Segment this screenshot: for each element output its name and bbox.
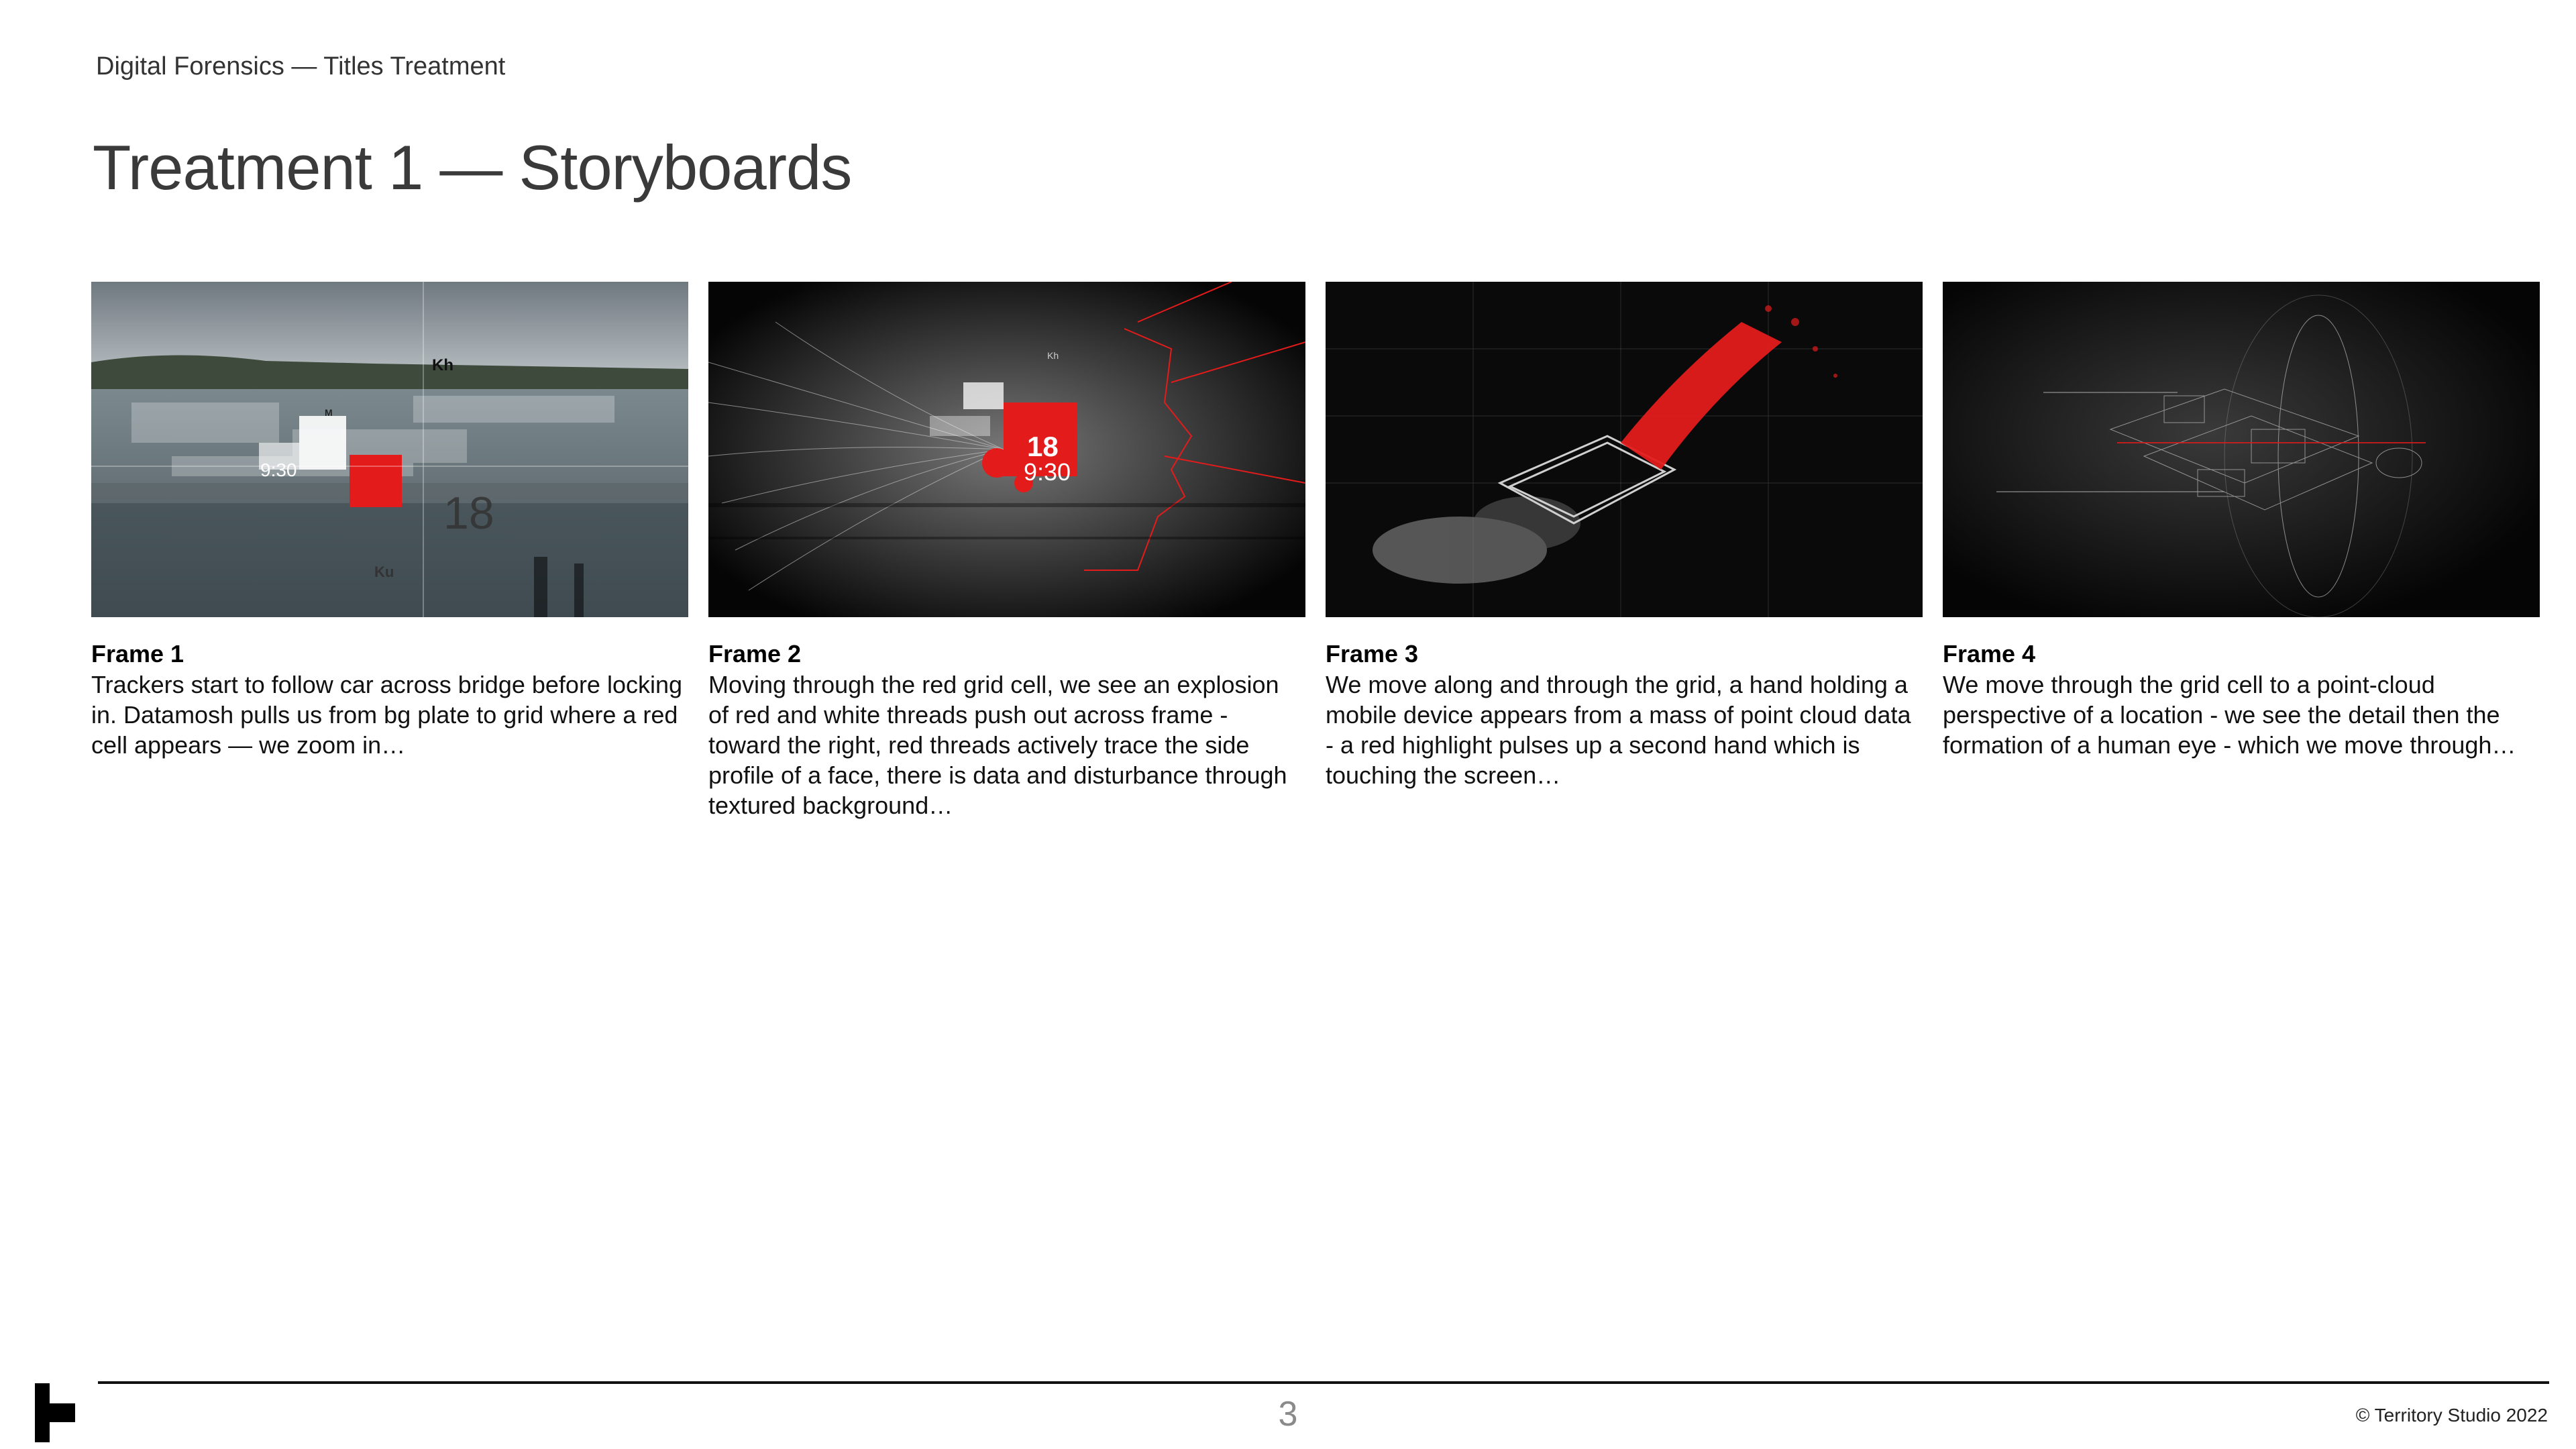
frame-3-label: Frame 3 [1326, 640, 1419, 667]
red-threads-illustration [708, 282, 1305, 617]
storyboard-frame-2 [708, 282, 1305, 820]
svg-text:9:30: 9:30 [1024, 458, 1071, 486]
page-title: Treatment 1 — Storyboards [93, 132, 852, 203]
copyright-notice: © Territory Studio 2022 [2355, 1405, 2548, 1426]
storyboard-frame-4 [1943, 282, 2540, 760]
svg-text:Ku: Ku [374, 564, 394, 580]
frame-4-image [1943, 282, 2540, 617]
frame-3-description: We move along and through the grid, a hand holding a mobile device appears from a mass of point cloud data - a red highlight pulses up a second hand which is touching the screen… [1326, 671, 1911, 789]
page-number: 3 [1278, 1395, 1298, 1434]
frame-4-description: We move through the grid cell to a point-cloud perspective of a location - we see the detail then the formation of a human eye - which we move through… [1943, 671, 2516, 759]
frame-1-label: Frame 1 [91, 640, 184, 667]
bridge-plate-illustration [91, 282, 688, 617]
storyboard-frame-1 [91, 282, 688, 760]
svg-text:Kh: Kh [1047, 350, 1059, 361]
storyboard-frames [91, 282, 2542, 845]
frame-2-label: Frame 2 [708, 640, 802, 667]
svg-text:M: M [325, 407, 333, 418]
svg-text:Kh: Kh [432, 356, 453, 374]
mobile-device-illustration [1326, 282, 1923, 617]
frame-2-description: Moving through the red grid cell, we see an explosion of red and white threads push out across frame - toward the right, red threads actively trace the side profile of a face, there is data and disturbance through textured background… [708, 671, 1287, 819]
frame-3-image [1326, 282, 1923, 617]
frame-1-description: Trackers start to follow car across bridge before locking in. Datamosh pulls us from bg plate to grid where a red cell appears — we zoom in… [91, 671, 683, 759]
frame-1-image [91, 282, 688, 617]
svg-text:18: 18 [443, 488, 494, 539]
slide-eyebrow: Digital Forensics — Titles Treatment [96, 52, 506, 80]
svg-text:18: 18 [1027, 431, 1059, 462]
frame-2-image [708, 282, 1305, 617]
svg-text:9:30: 9:30 [260, 460, 297, 480]
point-cloud-location-illustration [1943, 282, 2540, 617]
frame-4-label: Frame 4 [1943, 640, 2036, 667]
footer-divider [98, 1381, 2549, 1384]
storyboard-frame-3 [1326, 282, 1923, 790]
